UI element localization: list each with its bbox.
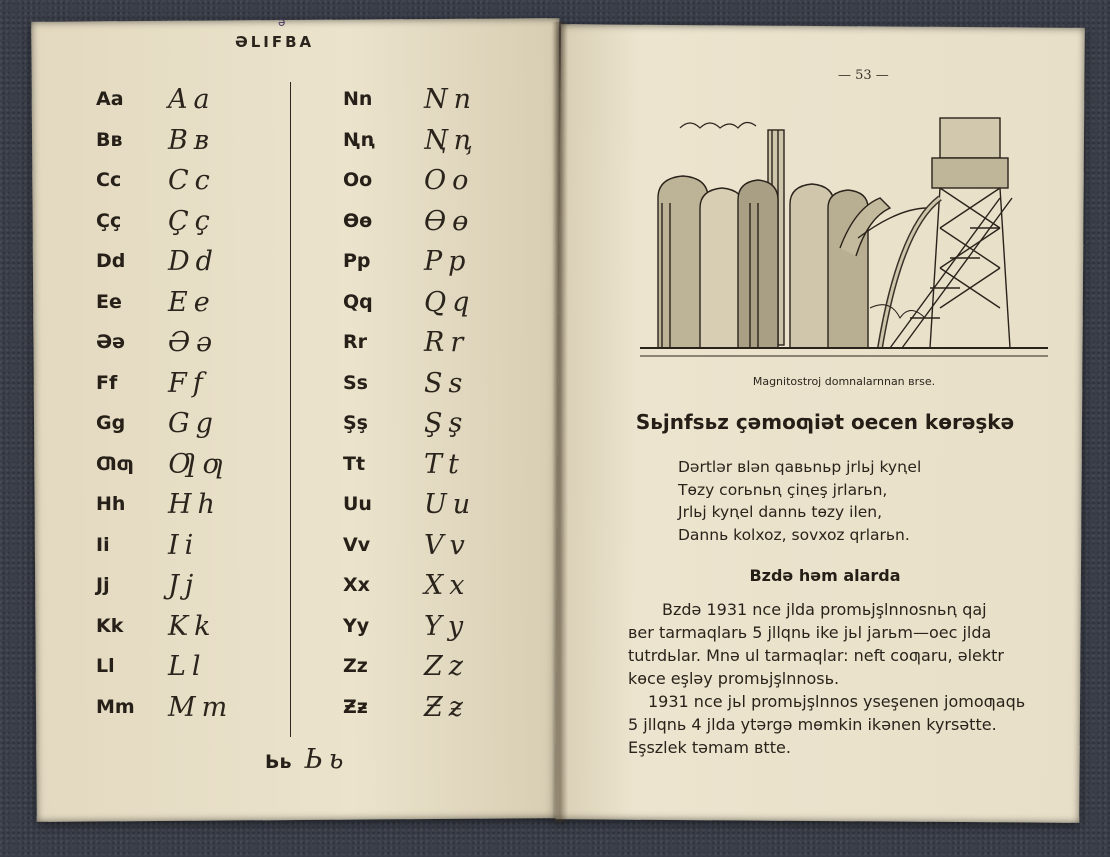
script-letter: Bʙ xyxy=(168,124,216,156)
print-letter: Tt xyxy=(343,452,366,475)
script-letter: Xx xyxy=(424,570,471,601)
script-letter: Hh xyxy=(168,489,221,520)
print-letter: Ff xyxy=(96,371,118,394)
book-gutter xyxy=(552,22,568,822)
script-letter: Dd xyxy=(168,246,219,277)
script-letter: Gg xyxy=(168,408,219,439)
print-letter: Ii xyxy=(96,533,110,556)
blast-furnace-illustration xyxy=(640,108,1048,373)
script-letter: Ee xyxy=(168,286,216,318)
script-letter: Ƣƣ xyxy=(168,448,230,480)
script-letter: Əə xyxy=(168,327,219,358)
script-letter: Yy xyxy=(424,610,470,642)
print-letter: Şş xyxy=(343,412,368,434)
column-divider xyxy=(290,82,291,737)
alphabet-final-letter xyxy=(265,744,350,775)
paragraph-line: 5 jllqnь 4 jlda ytərgə mөmkin ikənen kyrsətte. xyxy=(628,715,997,734)
print-letter: Kk xyxy=(96,614,124,637)
poem xyxy=(678,456,921,546)
print-letter: Ee xyxy=(96,290,122,313)
paragraph-line: tutrdьlar. Mnə ul tarmaqlar: neft coƣaru, əlektr xyxy=(628,646,1004,665)
print-letter: Nn xyxy=(343,88,373,110)
script-letter: Tt xyxy=(424,448,465,480)
script-letter: Zz xyxy=(424,651,469,682)
paragraph xyxy=(628,598,1058,690)
script-letter: Ьь xyxy=(304,744,350,775)
script-letter: Ff xyxy=(168,367,209,399)
print-letter: Ll xyxy=(96,655,115,677)
poem-line: Dərtlər вlən qaвьnьp jrlьj kyꞑel xyxy=(678,458,922,476)
print-letter: Hh xyxy=(96,493,126,515)
poem-line: Dannь kolxoz, sovxoz qrlarьn. xyxy=(678,525,910,544)
poem-title: Sьjnfsьz çəmoƣiət oecen kөrəşkə xyxy=(635,410,1015,434)
print-letter: Bʙ xyxy=(96,128,123,151)
print-letter: Mm xyxy=(96,695,135,718)
script-letter: Nn xyxy=(424,84,478,115)
poem-line: Jrlьj kyꞑel dannь tөzy ilen, xyxy=(678,503,883,521)
script-letter: Rr xyxy=(424,327,470,358)
script-letter: Ƶƶ xyxy=(424,691,469,723)
print-letter: Yy xyxy=(343,614,370,637)
script-letter: Vv xyxy=(424,529,471,561)
print-letter: Gg xyxy=(96,412,126,434)
illustration-caption: Magnitostroj domnalarnnan вrse. xyxy=(752,375,936,388)
page-title: ƏLIFBA xyxy=(235,33,315,51)
paragraph-line: Eşszlek təmam вtte. xyxy=(628,738,791,757)
print-letter: Pp xyxy=(343,250,371,272)
script-letter: Ss xyxy=(424,367,469,399)
paragraph xyxy=(628,690,1058,759)
script-letter: Uu xyxy=(424,489,477,520)
ink-mark: ə xyxy=(278,15,286,29)
print-letter: Ьь xyxy=(265,751,292,773)
script-letter: Pp xyxy=(424,246,472,277)
script-letter: Aa xyxy=(168,84,216,115)
print-letter: Cc xyxy=(96,169,122,191)
script-letter: Kk xyxy=(168,610,217,642)
print-letter: Aa xyxy=(96,88,124,110)
paragraph-line: 1931 nce jьl promьjşlnnos yseşenen jomoƣaqь xyxy=(648,692,1026,711)
print-letter: Ꞑꞑ xyxy=(343,128,376,151)
script-letter: Şş xyxy=(424,408,469,439)
print-letter: Rr xyxy=(343,331,368,353)
print-letter: Ss xyxy=(343,371,368,394)
script-letter: Qq xyxy=(424,286,476,318)
script-letter: Çç xyxy=(168,205,216,237)
print-letter: Ɵɵ xyxy=(343,209,373,232)
print-letter: Ƣƣ xyxy=(96,452,134,475)
script-letter: Oo xyxy=(424,165,475,196)
script-letter: Jj xyxy=(168,570,200,601)
section-title: Bzdə həm alarda xyxy=(749,566,901,585)
print-letter: Uu xyxy=(343,493,372,515)
paragraph-line: kөce eşləy promьjşlnnosь. xyxy=(628,669,840,688)
page-number: — 53 — xyxy=(838,68,889,83)
print-letter: Qq xyxy=(343,290,373,313)
script-letter: Ii xyxy=(168,529,200,561)
print-letter: Çç xyxy=(96,209,122,232)
script-letter: Ɵɵ xyxy=(424,205,475,237)
print-letter: Xx xyxy=(343,574,370,596)
print-letter: Oo xyxy=(343,169,373,191)
script-letter: Ꞑꞑ xyxy=(424,124,479,156)
poem-line: Tөzy corьnьꞑ çiꞑeş jrlarьn, xyxy=(678,480,888,499)
print-letter: Zz xyxy=(343,655,368,677)
script-letter: Mm xyxy=(168,691,234,723)
paragraph-line: Bzdə 1931 nce jlda promьjşlnnosnьꞑ qaj xyxy=(662,600,987,619)
print-letter: Dd xyxy=(96,250,126,272)
print-letter: Jj xyxy=(96,574,110,596)
print-letter: Vv xyxy=(343,533,371,556)
script-letter: Cc xyxy=(168,165,216,196)
print-letter: Əə xyxy=(96,331,126,353)
print-letter: Ƶƶ xyxy=(343,695,368,718)
script-letter: Ll xyxy=(168,651,207,682)
paragraph-line: вer tarmaqlarь 5 jllqnь ike jьl jarьm—oec jlda xyxy=(628,623,992,642)
